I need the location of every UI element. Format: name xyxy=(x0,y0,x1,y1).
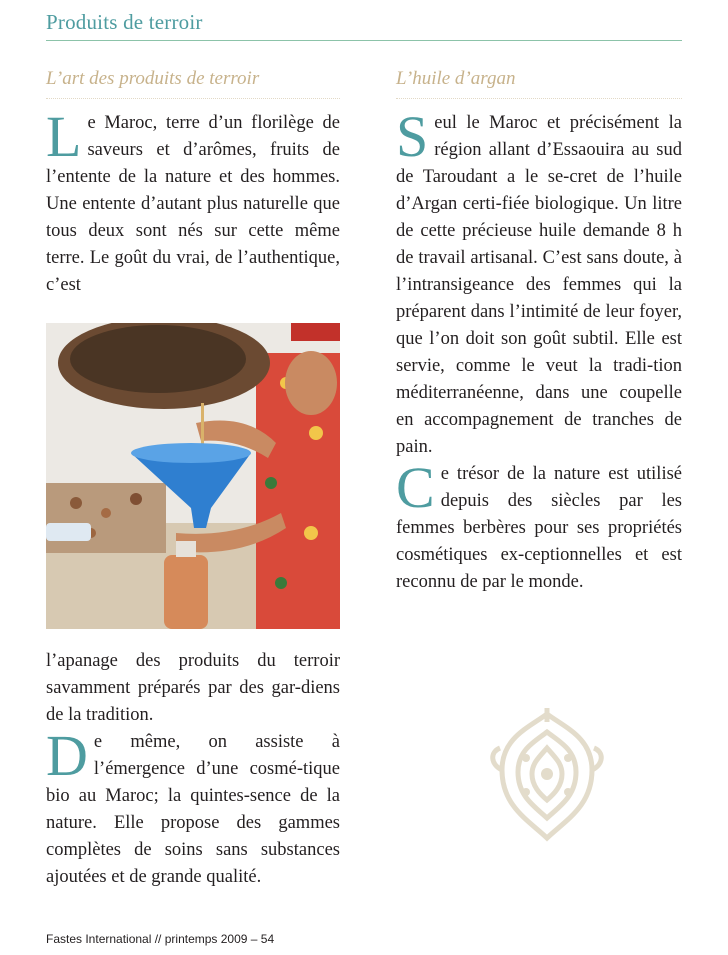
page-footer: Fastes International // printemps 2009 – 54 xyxy=(46,932,275,946)
right-paragraph-2 xyxy=(396,455,682,596)
right-column-title: L’huile d’argan xyxy=(396,68,516,89)
left-column-text-top xyxy=(46,104,340,300)
left-paragraph-1-continued: l’apanage des produits du terroir savamment préparés par des gar-diens de la tradition. xyxy=(46,651,340,725)
right-paragraph-1-text: eul le Maroc et précisément la région allant d’Essaouira au sud de Taroudant a le se-cret de l’huile d’Argan certi-fiée biologique. Un litre de cette précieuse huile demande 8 h de travail artisanal. C’est sans doute, à l’intransigeance des femmes qui la préparent dans l’intimité de leur foyer, que l’on doit son goût subtil. Elle est servie, comme le veut la tradi-tion méditerranéenne, dans une coupelle en accompagnement de tranches de pain. xyxy=(396,113,682,457)
left-paragraph-2 xyxy=(46,723,340,891)
section-title: Produits de terroir xyxy=(46,10,203,34)
dropcap-l: L xyxy=(46,104,82,169)
photo-illustration xyxy=(46,323,340,629)
right-paragraph-2-text: e trésor de la nature est utilisé depuis des siècles par les femmes berbères pour ses propriétés cosmétiques ex-ceptionnelles et est reconnu de par le monde. xyxy=(396,464,682,592)
dropcap-c: C xyxy=(396,455,435,520)
section-rule xyxy=(46,40,682,41)
dropcap-d: D xyxy=(46,723,88,788)
right-column-rule xyxy=(396,98,682,99)
ornament-icon xyxy=(488,708,606,843)
dropcap-s: S xyxy=(396,104,429,169)
argan-oil-photo xyxy=(46,323,340,629)
left-paragraph-2-text: e même, on assiste à l’émergence d’une cosmé-tique bio au Maroc; la quintes-sence de la nature. Elle propose des gammes complètes de soins sans substances ajoutées et de grande qualité. xyxy=(46,732,340,887)
left-column-rule xyxy=(46,98,340,99)
left-column-title: L’art des produits de terroir xyxy=(46,68,260,89)
left-column-text-bottom xyxy=(46,648,340,918)
right-paragraph-1 xyxy=(396,104,682,461)
arabesque-ornament xyxy=(488,708,606,843)
left-paragraph-1: e Maroc, terre d’un florilège de saveurs et d’arômes, fruits de l’entente de la nature et des hommes. Une entente d’autant plus naturelle que tous deux sont nés sur cette même terre. Le goût du vrai, de l’authentique, c’est xyxy=(46,113,340,295)
right-column-text xyxy=(396,104,682,680)
